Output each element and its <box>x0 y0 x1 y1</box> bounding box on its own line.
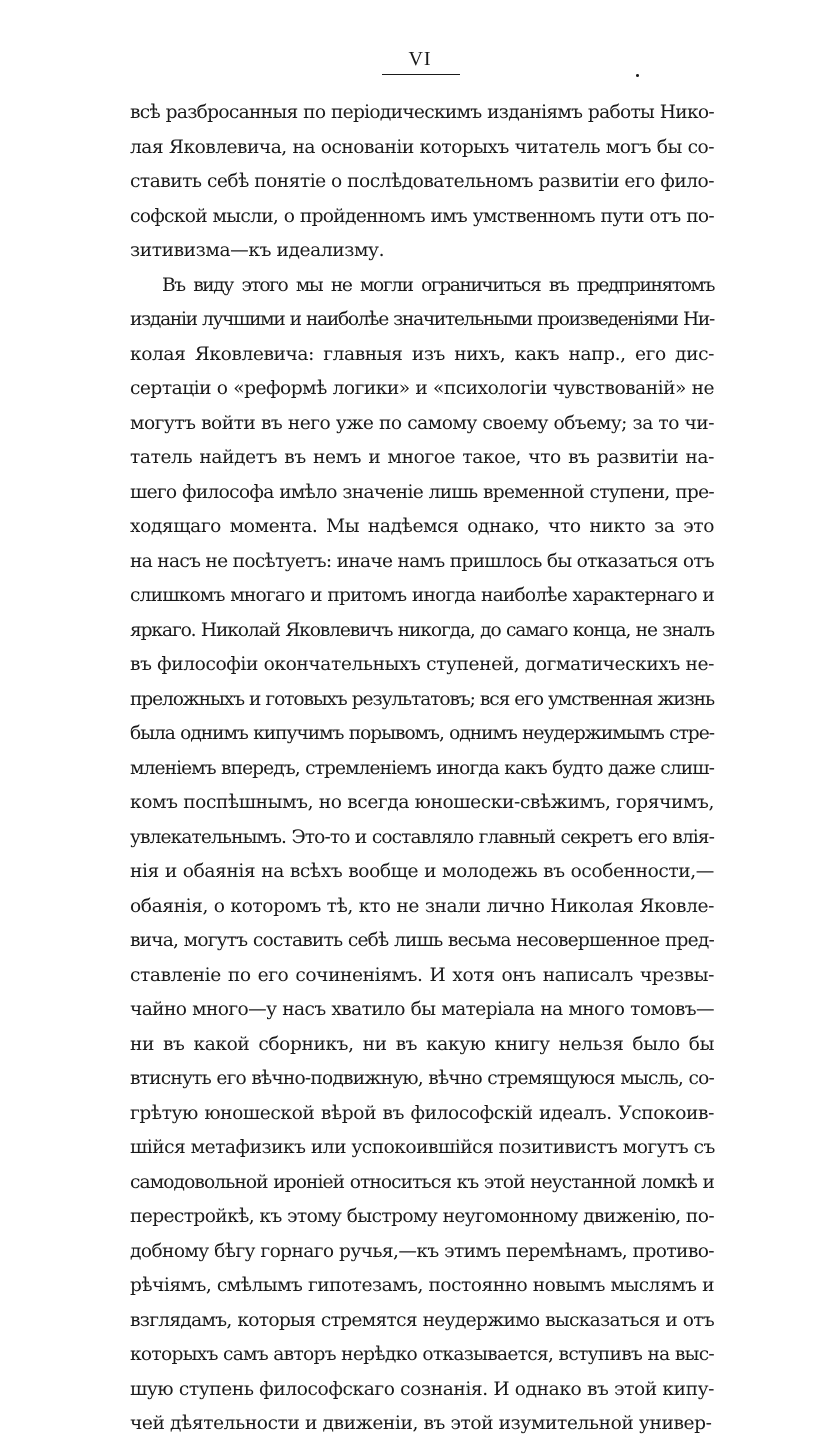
text-line: изданіи лучшими и наиболѣе значительными произведеніями Ни- <box>130 309 714 330</box>
text-line: Въ виду этого мы не могли ограничиться въ предпринятомъ <box>162 274 714 296</box>
text-line: мленіемъ впередъ, стремленіемъ иногда какъ будто даже слиш- <box>130 757 714 779</box>
text-line: ни въ какой сборникъ, ни въ какую книгу нельзя было бы <box>130 1033 714 1055</box>
text-line: шійся метафизикъ или успокоившійся позитивистъ могутъ съ <box>130 1137 715 1158</box>
text-line: могутъ войти въ него уже по самому своему объему; за то чи- <box>130 412 714 434</box>
text-line: рѣчіямъ, смѣлымъ гипотезамъ, постоянно новымъ мыслямъ и <box>130 1275 714 1296</box>
text-line: зитивизма—къ идеализму. <box>130 240 385 261</box>
text-line: преложныхъ и готовыхъ результатовъ; вся его умственная жизнь <box>130 688 714 710</box>
ink-speck <box>636 74 639 77</box>
text-line: софской мысли, о пройденномъ имъ умственномъ пути отъ по- <box>130 205 714 227</box>
text-line: самодовольной ироніей относиться къ этой неустанной ломкѣ и <box>130 1171 714 1193</box>
text-line: добному бѣгу горнаго ручья,—къ этимъ перемѣнамъ, противо- <box>130 1240 714 1262</box>
text-line: обаянія, о которомъ тѣ, кто не знали лично Николая Яковле- <box>130 895 714 917</box>
text-line: ходящаго момента. Мы надѣемся однако, что никто за это <box>130 516 714 537</box>
text-line: перестройкѣ, къ этому быстрому неугомонному движенію, по- <box>130 1206 714 1227</box>
text-line: втиснуть его вѣчно-подвижную, вѣчно стремящуюся мысль, со- <box>130 1068 714 1089</box>
text-line: всѣ разбросанныя по періодическимъ изданіямъ работы Нико- <box>130 102 714 123</box>
page-number: VI <box>408 48 432 70</box>
text-line: на насъ не посѣтуетъ: иначе намъ пришлось бы отказаться отъ <box>130 550 715 572</box>
text-line: татель найдетъ въ немъ и многое такое, что въ развитіи на- <box>130 447 714 468</box>
paragraph <box>130 269 714 1442</box>
text-line: лая Яковлевича, на основаніи которыхъ читатель могъ бы со- <box>130 136 714 158</box>
text-line: слишкомъ многаго и притомъ иногда наиболѣе характернаго и <box>130 585 714 606</box>
text-line: взглядамъ, которыя стремятся неудержимо высказаться и отъ <box>130 1309 714 1331</box>
text-line: вича, могутъ составить себѣ лишь весьма несовершенное пред- <box>130 930 714 951</box>
text-line: ставленіе по его сочиненіямъ. И хотя онъ написалъ чрезвы- <box>130 964 714 986</box>
text-line: комъ поспѣшнымъ, но всегда юношески-свѣжимъ, горячимъ, <box>130 792 714 813</box>
text-line: которыхъ самъ авторъ нерѣдко отказывается, вступивъ на выс- <box>130 1344 714 1365</box>
text-line: ставить себѣ понятіе о послѣдовательномъ развитіи его фило- <box>130 171 715 192</box>
text-line: сертаціи о «реформѣ логики» и «психологіи чувствованій» не <box>130 378 714 399</box>
text-line: была однимъ кипучимъ порывомъ, однимъ неудержимымъ стре- <box>130 723 714 744</box>
text-line: нія и обаянія на всѣхъ вообще и молодежь въ особенности,— <box>130 861 714 882</box>
text-line: чей дѣятельности и движеніи, въ этой изумительной универ- <box>130 1413 712 1434</box>
paragraph <box>130 96 714 269</box>
text-line: шего философа имѣло значеніе лишь временной ступени, пре- <box>130 481 714 503</box>
text-line: шую ступень философскаго сознанія. И однако въ этой кипу- <box>130 1378 714 1400</box>
header-rule <box>382 74 460 75</box>
text-line: увлекательнымъ. Это-то и составляло главный секретъ его влія- <box>130 826 714 848</box>
text-line: въ философіи окончательныхъ ступеней, догматическихъ не- <box>130 654 714 675</box>
body-text <box>130 96 714 1442</box>
text-line: грѣтую юношеской вѣрой въ философскій идеалъ. Успокоив- <box>130 1102 714 1124</box>
text-line: колая Яковлевича: главныя изъ нихъ, какъ напр., его дис- <box>130 343 714 365</box>
text-line: чайно много—у насъ хватило бы матеріала на много томовъ— <box>130 999 714 1020</box>
text-line: яркаго. Николай Яковлевичъ никогда, до самаго конца, не зналъ <box>130 619 714 641</box>
